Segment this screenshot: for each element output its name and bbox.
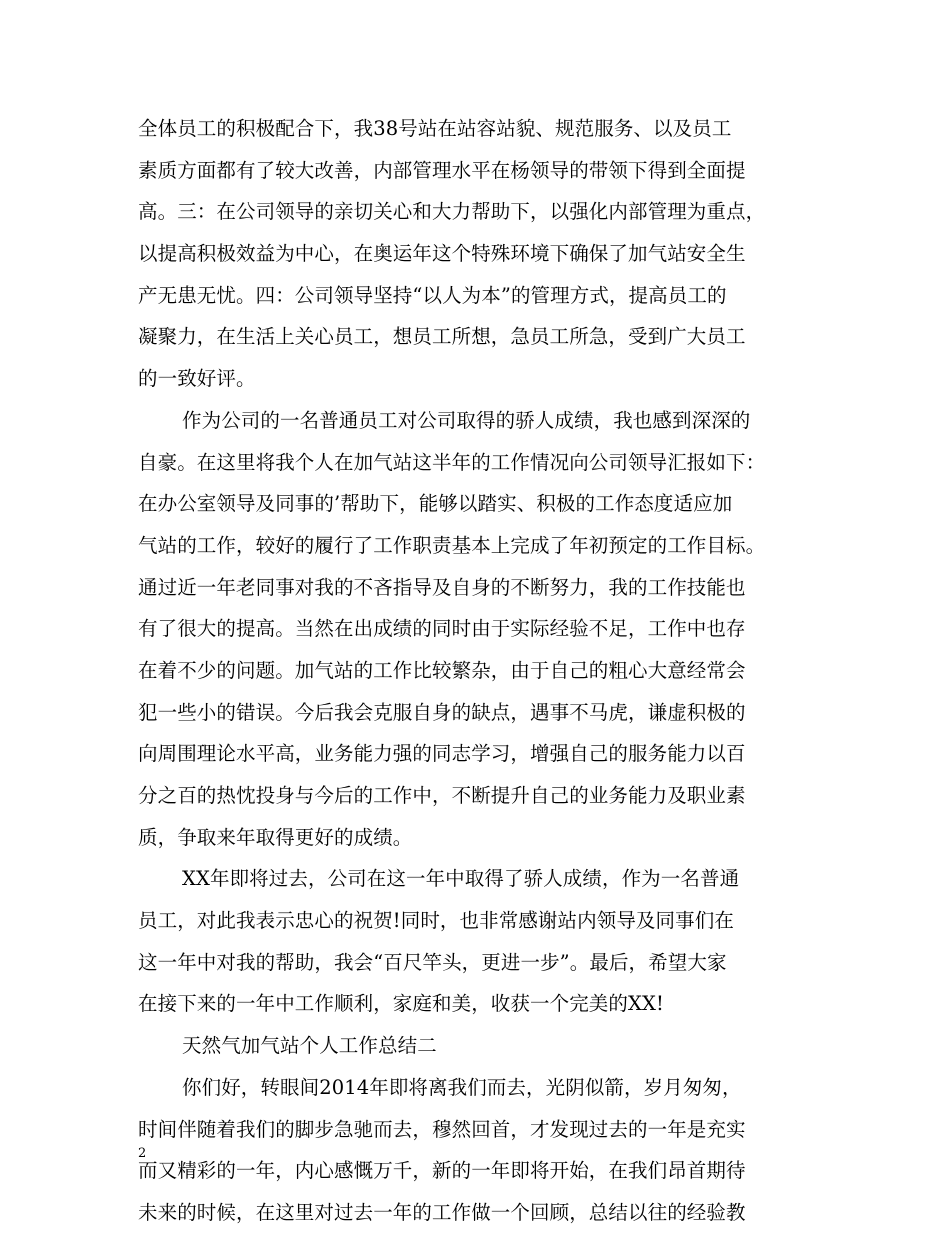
- text-line: 凝聚力，在生活上关心员工，想员工所想，急员工所急，受到广大员工: [138, 325, 746, 349]
- text-line: 在接下来的一年中工作顺利，家庭和美，收获一个完美的XX!: [138, 992, 664, 1016]
- text-line: 以提高积极效益为中心，在奥运年这个特殊环境下确保了加气站安全生: [138, 242, 746, 266]
- text-line: 这一年中对我的帮助，我会“百尺竿头，更进一步”。最后，希望大家: [138, 950, 727, 974]
- text-line: 在着不少的问题。加气站的工作比较繁杂，由于自己的粗心大意经常会: [138, 658, 746, 682]
- text-line: 在办公室领导及同事的’帮助下，能够以踏实、积极的工作态度适应加: [138, 492, 733, 516]
- text-line: 高。三：在公司领导的亲切关心和大力帮助下，以强化内部管理为重点，: [138, 200, 766, 224]
- text-line: 作为公司的一名普通员工对公司取得的骄人成绩，我也感到深深的: [182, 408, 751, 432]
- text-line: 有了很大的提高。当然在出成绩的同时由于实际经验不足，工作中也存: [138, 617, 746, 641]
- document-body: [138, 108, 816, 1234]
- text-line: 你们好，转眼间2014年即将离我们而去，光阴似箭，岁月匆匆，: [182, 1075, 742, 1099]
- text-line: 素质方面都有了较大改善，内部管理水平在杨领导的带领下得到全面提: [138, 158, 746, 182]
- text-line: 通过近一年老同事对我的不吝指导及自身的不断努力，我的工作技能也: [138, 575, 746, 599]
- text-line: 天然气加气站个人工作总结二: [182, 1034, 437, 1058]
- text-line: 时间伴随着我们的脚步急驰而去，穆然回首，才发现过去的一年是充实: [138, 1117, 746, 1141]
- text-line: 分之百的热忱投身与今后的工作中，不断提升自己的业务能力及职业素: [138, 784, 746, 807]
- text-line: 的一致好评。: [138, 367, 256, 391]
- text-line: 员工，对此我表示忠心的祝贺!同时，也非常感谢站内领导及同事们在: [138, 909, 734, 933]
- text-line: 气站的工作，较好的履行了工作职责基本上完成了年初预定的工作目标。: [138, 533, 766, 557]
- text-line: 向周围理论水平高，业务能力强的同志学习，增强自己的服务能力以百: [138, 742, 746, 766]
- text-line: 产无患无忧。四：公司领导坚持“以人为本”的管理方式，提高员工的: [138, 283, 727, 307]
- page-number: 2: [138, 1146, 147, 1161]
- text-line: XX年即将过去，公司在这一年中取得了骄人成绩，作为一名普通: [182, 867, 740, 891]
- text-line: 自豪。在这里将我个人在加气站这半年的工作情况向公司领导汇报如下：: [138, 450, 766, 474]
- text-line: 未来的时候，在这里对过去一年的工作做一个回顾，总结以往的经验教: [138, 1200, 746, 1224]
- text-line: 全体员工的积极配合下，我38号站在站容站貌、规范服务、以及员工: [138, 117, 732, 140]
- text-line: 而又精彩的一年，内心感慨万千，新的一年即将开始，在我们昂首期待: [138, 1159, 746, 1183]
- text-line: 犯一些小的错误。今后我会克服自身的缺点，遇事不马虎，谦虚积极的: [138, 700, 746, 724]
- text-line: 质，争取来年取得更好的成绩。: [138, 825, 413, 849]
